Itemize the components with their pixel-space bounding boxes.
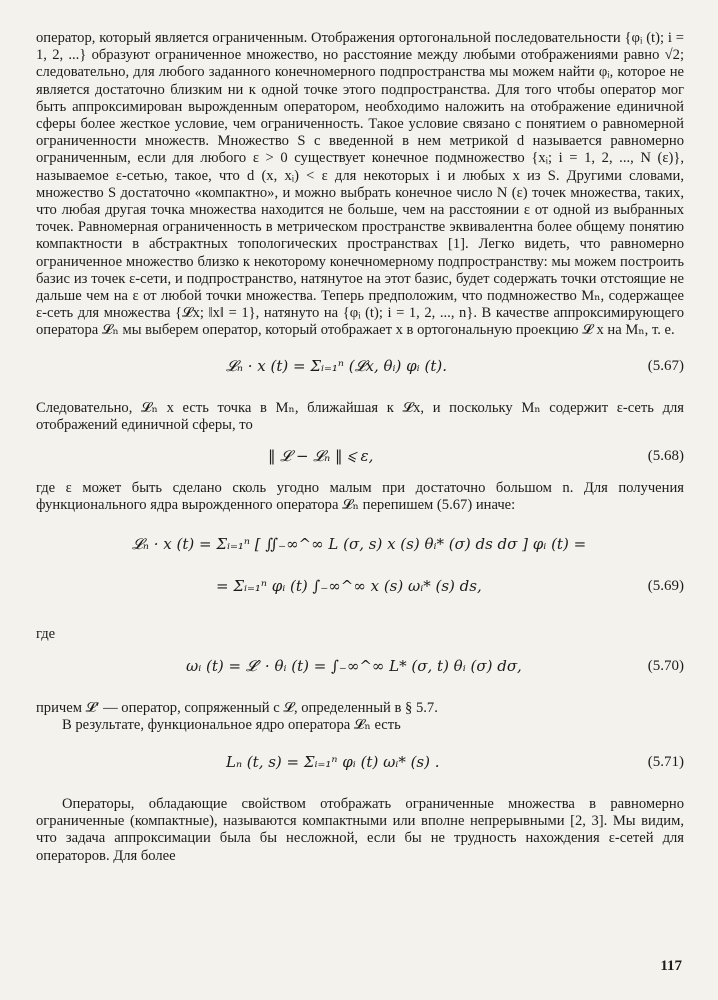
paragraph-7: Операторы, обладающие свойством отображать ограниченные множества в равномерно ограниченные (компактные), называются компактными или вполне непрерывными [2, 3]. Мы видим, что задача аппроксимации была бы несложной, если бы не трудность нахождения ε-сетей для операторов. Для более	[36, 796, 684, 864]
equation-5-68-body: ‖ 𝓛 − 𝓛ₙ ‖ ⩽ ε,	[268, 447, 374, 466]
equation-5-67	[36, 340, 684, 400]
equation-5-68	[36, 434, 684, 480]
equation-5-70-body: ωᵢ (t) = 𝓛′ · θᵢ (t) = ∫₋∞^∞ L* (σ, t) θᵢ (σ) dσ,	[186, 656, 522, 675]
equation-5-69-number: (5.69)	[647, 578, 684, 595]
equation-5-69-line-2	[36, 566, 684, 626]
equation-5-67-body: 𝓛ₙ · x (t) = Σᵢ₌₁ⁿ (𝓛x, θᵢ) φᵢ (t).	[226, 356, 447, 375]
paragraph-6: В результате, функциональное ядро оператора 𝓛ₙ есть	[62, 716, 401, 733]
paragraph-2: Следовательно, 𝓛ₙ x есть точка в Mₙ, ближайшая к 𝓛x, и поскольку Mₙ содержит ε-сеть для отображений единичной сферы, то	[36, 399, 684, 433]
paragraph-1: оператор, который является ограниченным. Отображения ортогональной последовательности {φᵢ (t); i = 1, 2, ...} образуют ограниченное множество, но расстояние между любыми отображениями равно √2; следовательно, для любого заданного конечномерного подпространства мы можем найти φᵢ, которое не является достаточно близким ни к одной точке этого подпространства. Для того чтобы оператор мог быть аппроксимирован вырожденным оператором, необходимо наложить на отображение единичной сферы более жесткое условие, чем ограниченность. Такое условие связано с понятием о равномерной ограниченности множеств. Множество S с введенной в нем метрикой d называется равномерно ограниченным, если для любого ε > 0 существует конечное подмножество {xᵢ; i = 1, 2, ..., N (ε)}, называемое ε-сетью, такое, что d (x, xᵢ) < ε для некоторых i и любых x из S. Другими словами, множество S достаточно «компактно», и можно выбрать конечное число N (ε) точек множества, таких, что любая другая точка множества находится не больше, чем на расстоянии ε от одной из выбранных точек. Равномерная ограниченность в метрическом пространстве эквивалентна более общему понятию компактности в абстрактных топологических пространствах [1]. Легко видеть, что равномерно ограниченное множество близко к некоторому конечномерному подпространству: мы можем построить базис из точек ε-сети, и подпространство, натянутое на этот базис, будет содержать точки отстоящие не дальше чем на ε от любой точки множества. Теперь предположим, что подмножество Mₙ, содержащее ε-сеть для множества {𝓛x; ‖x‖ = 1}, натянуто на {φᵢ (t); i = 1, 2, ..., n}. В качестве аппроксимирующего оператора 𝓛ₙ мы выберем оператор, который отображает x в ортогональную проекцию 𝓛 x на Mₙ, т. е.	[36, 30, 684, 339]
equation-5-69-line-1-body: 𝓛ₙ · x (t) = Σᵢ₌₁ⁿ [ ∬₋∞^∞ L (σ, s) x (s) θᵢ* (σ) ds dσ ] φᵢ (t) =	[132, 535, 587, 554]
equation-5-70-number: (5.70)	[647, 657, 684, 674]
paragraph-3: где ε может быть сделано сколь угодно малым при достаточно большом n. Для получения функционального ядра вырожденного оператора 𝓛ₙ перепишем (5.67) иначе:	[36, 480, 684, 514]
equation-5-71-number: (5.71)	[647, 754, 684, 771]
equation-5-69-line-2-body: = Σᵢ₌₁ⁿ φᵢ (t) ∫₋∞^∞ x (s) ωᵢ* (s) ds,	[216, 577, 482, 596]
page-body	[36, 30, 684, 865]
equation-5-67-number: (5.67)	[647, 357, 684, 374]
equation-5-71	[36, 734, 684, 796]
equation-5-71-body: Lₙ (t, s) = Σᵢ₌₁ⁿ φᵢ (t) ωᵢ* (s) .	[226, 753, 440, 772]
paragraph-4: где	[36, 626, 56, 643]
paragraph-5: причем 𝓛′ — оператор, сопряженный с 𝓛, определенный в § 5.7.	[36, 699, 438, 716]
equation-5-70	[36, 644, 684, 700]
equation-5-68-number: (5.68)	[647, 448, 684, 465]
equation-5-69-line-1	[36, 514, 684, 566]
page-number: 117	[660, 958, 682, 974]
